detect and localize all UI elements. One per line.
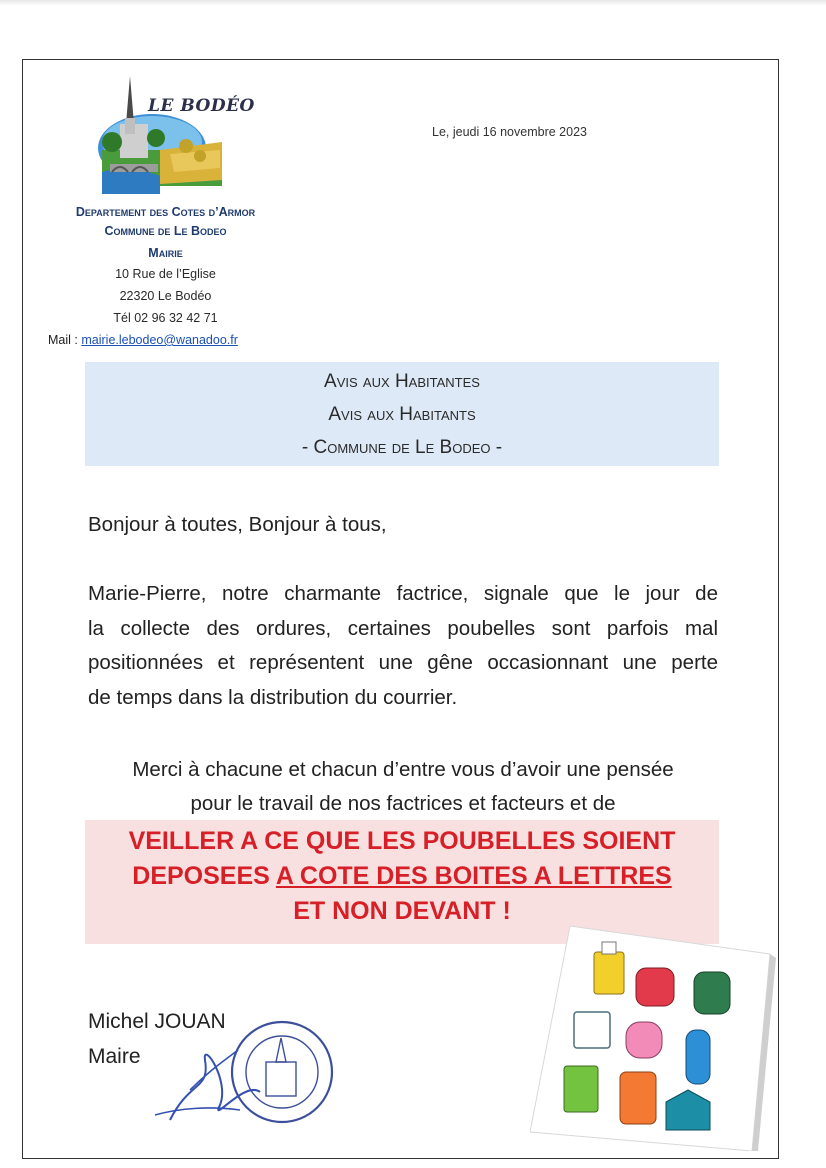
scan-edge bbox=[0, 0, 826, 6]
alert-line-3: ET NON DEVANT ! bbox=[293, 897, 511, 925]
mail-row bbox=[48, 333, 238, 347]
address-mairie: Mairie bbox=[148, 246, 183, 260]
alert-line-2 bbox=[85, 859, 719, 894]
notice-banner bbox=[85, 362, 719, 466]
letter-date: Le, jeudi 16 novembre 2023 bbox=[432, 125, 587, 139]
paragraph-line: Marie-Pierre, notre charmante factrice, signale que le jour de bbox=[88, 582, 718, 605]
mail-link[interactable]: mairie.lebodeo@wanadoo.fr bbox=[81, 333, 238, 347]
address-street: 10 Rue de l’Eglise bbox=[115, 267, 216, 281]
main-paragraph bbox=[88, 577, 718, 715]
signatory-title: Maire bbox=[88, 1045, 141, 1068]
notice-line-1: Avis aux Habitantes bbox=[324, 371, 480, 392]
logo-title: LE BODÉO bbox=[148, 96, 255, 116]
official-stamp bbox=[150, 1020, 350, 1130]
village-logo bbox=[90, 72, 230, 200]
notice-line-3: - Commune de Le Bodeo - bbox=[301, 437, 503, 458]
thanks-line-1: Merci à chacune et chacun d’entre vous d’avoir une pensée bbox=[132, 758, 674, 781]
address-commune: Commune de Le Bodeo bbox=[104, 224, 227, 238]
alert-line-1: VEILLER A CE QUE LES POUBELLES SOIENT bbox=[128, 827, 676, 855]
paragraph-line: la collecte des ordures, certaines poubelles sont parfois mal bbox=[88, 616, 718, 640]
signatory-name: Michel JOUAN bbox=[88, 1010, 226, 1033]
greeting: Bonjour à toutes, Bonjour à tous, bbox=[88, 513, 387, 536]
mailboxes-illustration bbox=[530, 926, 780, 1151]
thanks-line-2: pour le travail de nos factrices et facteurs et de bbox=[190, 792, 616, 815]
thanks-paragraph bbox=[88, 753, 718, 821]
paragraph-line: positionnées et représentent une gêne occasionnant une perte bbox=[88, 651, 718, 674]
alert-line-2a: DEPOSEES bbox=[132, 862, 276, 890]
address-department: Departement des Cotes d’Armor bbox=[75, 205, 256, 219]
alert-line-2b: A COTE DES BOITES A LETTRES bbox=[275, 862, 672, 890]
paragraph-line: de temps dans la distribution du courrier. bbox=[88, 685, 458, 709]
address-phone: Tél 02 96 32 42 71 bbox=[113, 311, 218, 325]
mail-label: Mail : bbox=[48, 333, 78, 347]
notice-line-2: Avis aux Habitants bbox=[328, 404, 476, 425]
address-postcode: 22320 Le Bodéo bbox=[119, 289, 212, 303]
